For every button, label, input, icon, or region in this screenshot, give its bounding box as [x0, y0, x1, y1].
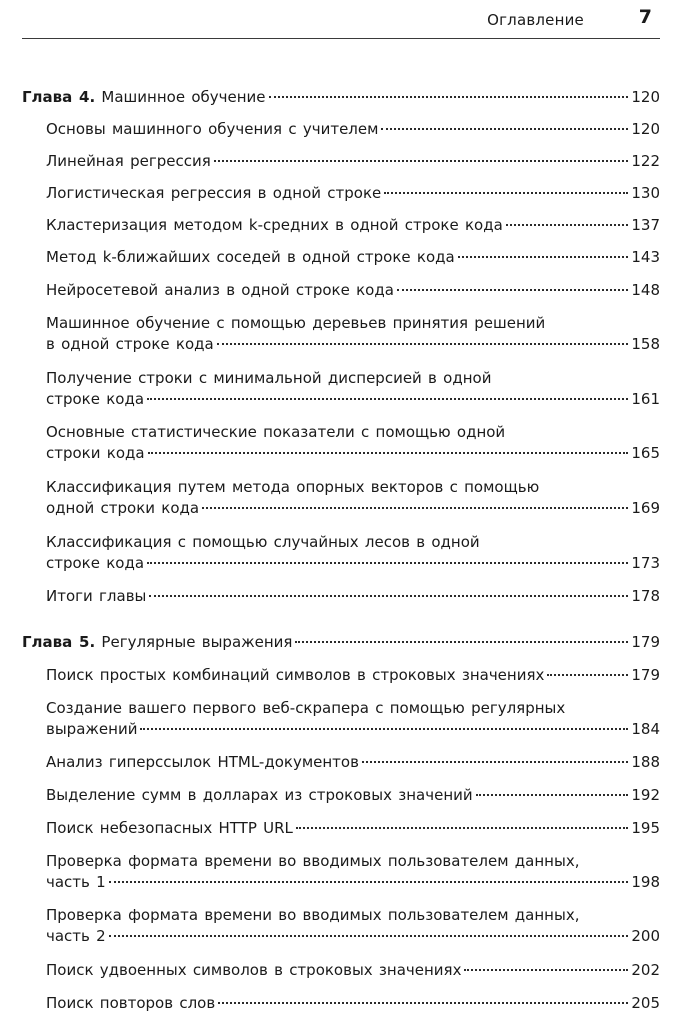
toc-entry[interactable]	[46, 313, 660, 355]
page-number: 7	[638, 6, 652, 28]
toc-entry-title: Поиск удвоенных символов в строковых значениях	[46, 961, 462, 979]
toc-entry-title: Линейная регрессия	[46, 152, 211, 170]
dot-leader	[506, 224, 629, 226]
toc-page-number: 178	[631, 587, 660, 605]
toc-entry[interactable]	[46, 785, 660, 806]
dot-leader	[147, 398, 628, 400]
toc-entry[interactable]	[46, 119, 660, 140]
toc-page-number: 122	[631, 152, 660, 170]
toc-page-number: 202	[631, 961, 660, 979]
toc-page-number: 161	[631, 390, 660, 408]
toc-entry-title: Анализ гиперссылок HTML-документов	[46, 753, 359, 771]
toc-entry-title: Поиск повторов слов	[46, 994, 216, 1012]
toc-entry[interactable]	[46, 368, 660, 410]
dot-leader	[140, 728, 628, 730]
toc-entry[interactable]	[46, 183, 660, 204]
toc-entry-title-line1: Проверка формата времени во вводимых пользователем данных,	[46, 906, 580, 924]
toc-entry-title: в одной строке кода	[46, 335, 214, 353]
toc-page-number: 173	[631, 554, 660, 572]
toc-entry-title: одной строки кода	[46, 499, 200, 517]
running-header-title: Оглавление	[487, 11, 584, 29]
toc-page-number: 198	[631, 873, 660, 891]
toc-entry-title-line1: Проверка формата времени во вводимых пользователем данных,	[46, 852, 580, 870]
toc-entry-title: строки кода	[46, 444, 145, 462]
toc-page-number: 158	[631, 335, 660, 353]
dot-leader	[109, 935, 629, 937]
dot-leader	[295, 641, 628, 643]
toc-page-number: 192	[631, 786, 660, 804]
toc-entry-title: Поиск простых комбинаций символов в строковых значениях	[46, 666, 545, 684]
toc-entry-title-line1: Создание вашего первого веб-скрапера с помощью регулярных	[46, 699, 566, 717]
toc-page-number: 205	[631, 994, 660, 1012]
dot-leader	[458, 256, 629, 258]
toc-entry-title: Выделение сумм в долларах из строковых значений	[46, 786, 473, 804]
toc-page-number: 165	[631, 444, 660, 462]
toc-entry-title: Логистическая регрессия в одной строке	[46, 184, 382, 202]
toc-entry-title: часть 2	[46, 927, 106, 945]
toc-chapter[interactable]	[22, 632, 660, 653]
chapter-label: Глава 5.	[22, 633, 96, 651]
toc-entry-title: часть 1	[46, 873, 106, 891]
toc-entry[interactable]	[46, 280, 660, 301]
toc-entry[interactable]	[46, 532, 660, 574]
toc-page-number: 200	[631, 927, 660, 945]
toc-entry-title: строке кода	[46, 390, 145, 408]
toc-entry-title-line1: Машинное обучение с помощью деревьев принятия решений	[46, 314, 546, 332]
toc-entry-title: Кластеризация методом k-средних в одной строке кода	[46, 216, 503, 234]
toc-page-number: 179	[631, 666, 660, 684]
toc-page-number: 143	[631, 248, 660, 266]
toc-entry[interactable]	[46, 247, 660, 268]
dot-leader	[218, 1002, 628, 1004]
toc-page-number: 169	[631, 499, 660, 517]
dot-leader	[362, 761, 628, 763]
dot-leader	[214, 160, 629, 162]
toc-entry[interactable]	[46, 215, 660, 236]
toc-entry[interactable]	[46, 851, 660, 893]
toc-page-number: 120	[631, 120, 660, 138]
toc-entry-title: Поиск небезопасных HTTP URL	[46, 819, 293, 837]
dot-leader	[464, 969, 628, 971]
dot-leader	[202, 507, 628, 509]
dot-leader	[147, 562, 628, 564]
toc-entry-title: выражений	[46, 720, 138, 738]
toc-entry-title-line1: Классификация с помощью случайных лесов в одной	[46, 533, 480, 551]
chapter-label: Глава 4.	[22, 88, 96, 106]
toc-page-number: 188	[631, 753, 660, 771]
toc-entry-title-line1: Основные статистические показатели с помощью одной	[46, 423, 506, 441]
toc-page-number: 120	[631, 88, 660, 106]
toc-entry[interactable]	[46, 698, 660, 740]
chapter-title: Машинное обучение	[101, 88, 266, 106]
dot-leader	[384, 192, 628, 194]
chapter-title: Регулярные выражения	[101, 633, 293, 651]
dot-leader	[296, 827, 628, 829]
toc-entry-title-line1: Классификация путем метода опорных векторов с помощью	[46, 478, 540, 496]
toc-page-number: 184	[631, 720, 660, 738]
toc-entry[interactable]	[46, 752, 660, 773]
dot-leader	[476, 794, 629, 796]
toc-entry[interactable]	[46, 477, 660, 519]
toc-page-number: 195	[631, 819, 660, 837]
dot-leader	[149, 595, 628, 597]
dot-leader	[217, 343, 629, 345]
toc-page-number: 179	[631, 633, 660, 651]
toc-entry-title-line1: Получение строки с минимальной дисперсией в одной	[46, 369, 492, 387]
dot-leader	[148, 452, 629, 454]
toc-entry[interactable]	[46, 586, 660, 607]
toc-entry-title: Основы машинного обучения с учителем	[46, 120, 379, 138]
toc-entry[interactable]	[46, 905, 660, 947]
dot-leader	[269, 96, 629, 98]
toc-entry[interactable]	[46, 993, 660, 1014]
toc-entry-title: Нейросетевой анализ в одной строке кода	[46, 281, 394, 299]
toc-page-number: 130	[631, 184, 660, 202]
toc-chapter[interactable]	[22, 87, 660, 108]
dot-leader	[381, 128, 628, 130]
dot-leader	[109, 881, 629, 883]
toc-entry-title: Метод k-ближайших соседей в одной строке кода	[46, 248, 455, 266]
toc-page-number: 137	[631, 216, 660, 234]
toc-entry[interactable]	[46, 818, 660, 839]
toc-entry[interactable]	[46, 151, 660, 172]
toc-entry-title: Итоги главы	[46, 587, 147, 605]
toc-page-number: 148	[631, 281, 660, 299]
dot-leader	[547, 674, 628, 676]
toc-entry[interactable]	[46, 665, 660, 686]
toc-entry-title: строке кода	[46, 554, 145, 572]
toc-entry[interactable]	[46, 960, 660, 981]
toc-entry[interactable]	[46, 422, 660, 464]
dot-leader	[397, 289, 628, 291]
